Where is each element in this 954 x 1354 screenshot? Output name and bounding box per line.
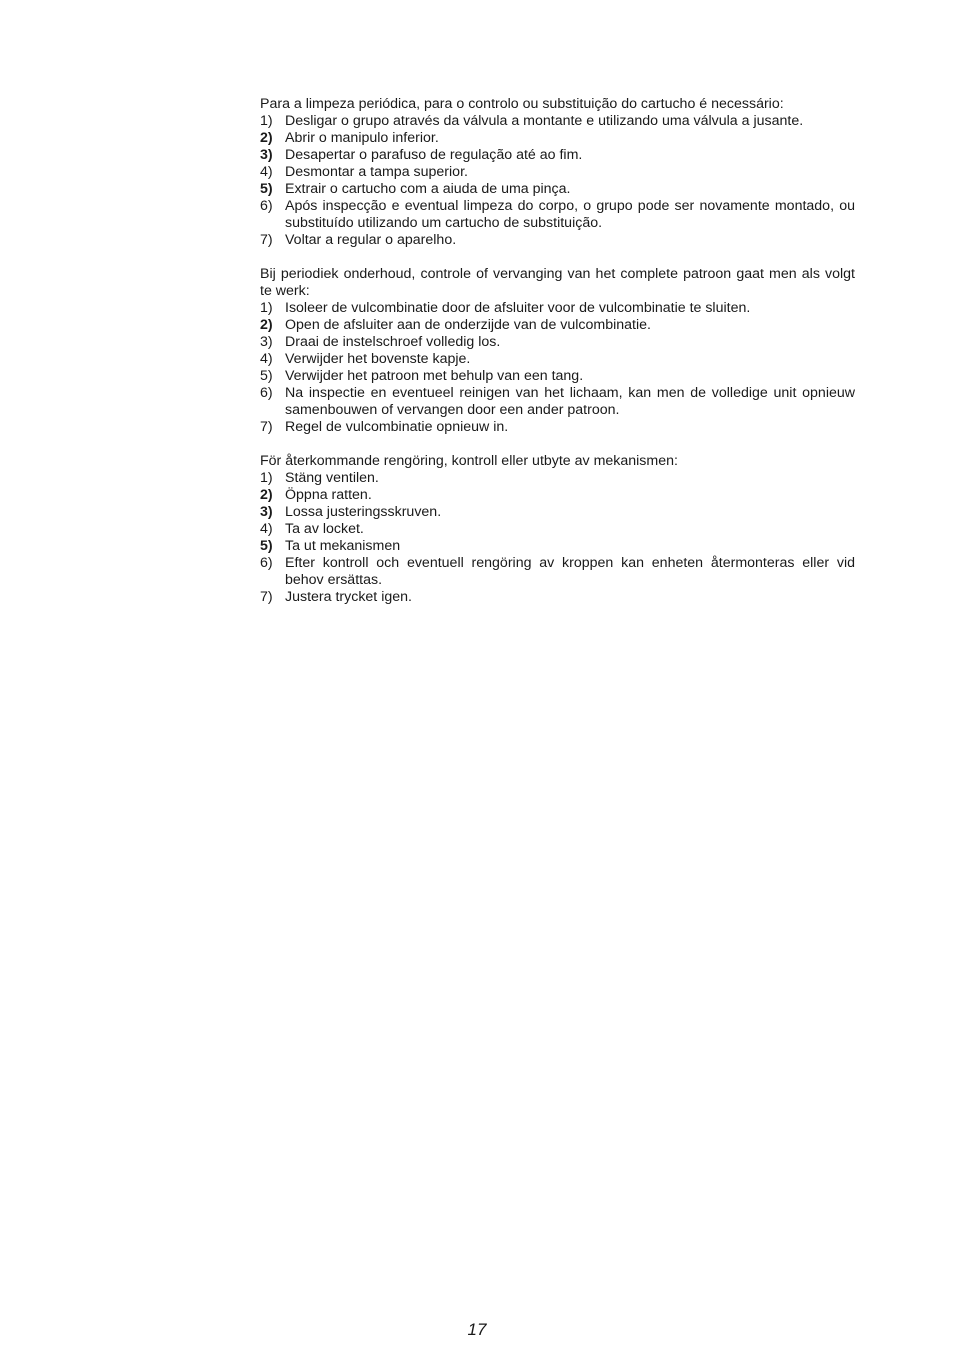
list-item <box>260 419 855 436</box>
step-list <box>260 113 855 249</box>
page-number: 17 <box>467 1320 487 1339</box>
step-text: Draai de instelschroef volledig los. <box>285 334 501 350</box>
list-item <box>260 351 855 368</box>
step-text: Ta ut mekanismen <box>285 538 401 554</box>
step-number: 7) <box>260 419 273 435</box>
section-intro: Para a limpeza periódica, para o controlo ou substituição do cartucho é necessário: <box>260 96 784 112</box>
step-number: 1) <box>260 113 273 129</box>
step-text: Regel de vulcombinatie opnieuw in. <box>285 419 509 435</box>
list-item <box>260 113 855 130</box>
section-intro: Bij periodiek onderhoud, controle of vervanging van het complete patroon gaat men als volgt te werk: <box>260 266 855 299</box>
step-text: Lossa justeringsskruven. <box>285 504 442 520</box>
step-text: Open de afsluiter aan de onderzijde van de vulcombinatie. <box>285 317 651 333</box>
step-number: 3) <box>260 504 273 520</box>
step-text: Abrir o manipulo inferior. <box>285 130 439 146</box>
step-number: 6) <box>260 555 273 571</box>
step-number: 4) <box>260 521 273 537</box>
list-item <box>260 470 855 487</box>
step-text: Verwijder het bovenste kapje. <box>285 351 471 367</box>
step-text: Justera trycket igen. <box>285 589 412 605</box>
list-item <box>260 181 855 198</box>
list-item <box>260 130 855 147</box>
step-number: 2) <box>260 130 273 146</box>
step-text: Na inspectie en eventueel reinigen van het lichaam, kan men de volledige unit opnieuw samenbouwen of vervangen door een ander patroon. <box>285 385 855 418</box>
section-dutch <box>260 266 855 436</box>
list-item <box>260 368 855 385</box>
step-number: 4) <box>260 164 273 180</box>
step-text: Isoleer de vulcombinatie door de afsluiter voor de vulcombinatie te sluiten. <box>285 300 751 316</box>
section-portuguese <box>260 96 855 249</box>
list-item <box>260 504 855 521</box>
list-item <box>260 334 855 351</box>
list-item <box>260 385 855 419</box>
step-number: 1) <box>260 300 273 316</box>
step-number: 3) <box>260 147 273 163</box>
step-number: 5) <box>260 368 273 384</box>
list-item <box>260 147 855 164</box>
list-item <box>260 198 855 232</box>
step-number: 5) <box>260 181 273 197</box>
list-item <box>260 300 855 317</box>
step-text: Voltar a regular o aparelho. <box>285 232 457 248</box>
step-number: 7) <box>260 589 273 605</box>
step-text: Ta av locket. <box>285 521 364 537</box>
section-swedish <box>260 453 855 606</box>
step-text: Stäng ventilen. <box>285 470 379 486</box>
step-list <box>260 470 855 606</box>
step-number: 2) <box>260 487 273 503</box>
manual-text-body <box>260 96 855 623</box>
step-list <box>260 300 855 436</box>
step-number: 1) <box>260 470 273 486</box>
step-number: 6) <box>260 385 273 401</box>
step-text: Efter kontroll och eventuell rengöring av kroppen kan enheten återmonteras eller vid behov ersättas. <box>285 555 855 588</box>
step-number: 4) <box>260 351 273 367</box>
step-number: 6) <box>260 198 273 214</box>
step-text: Desmontar a tampa superior. <box>285 164 468 180</box>
list-item <box>260 232 855 249</box>
section-intro: För återkommande rengöring, kontroll eller utbyte av mekanismen: <box>260 453 678 469</box>
list-item <box>260 164 855 181</box>
step-number: 7) <box>260 232 273 248</box>
list-item <box>260 487 855 504</box>
step-number: 3) <box>260 334 273 350</box>
step-text: Verwijder het patroon met behulp van een tang. <box>285 368 584 384</box>
step-number: 5) <box>260 538 273 554</box>
list-item <box>260 521 855 538</box>
list-item <box>260 538 855 555</box>
list-item <box>260 555 855 589</box>
step-number: 2) <box>260 317 273 333</box>
step-text: Após inspecção e eventual limpeza do corpo, o grupo pode ser novamente montado, ou substituído utilizando um cartucho de substituição. <box>285 198 855 231</box>
step-text: Extrair o cartucho com a aiuda de uma pinça. <box>285 181 571 197</box>
step-text: Öppna ratten. <box>285 487 372 503</box>
step-text: Desapertar o parafuso de regulação até ao fim. <box>285 147 583 163</box>
step-text: Desligar o grupo através da válvula a montante e utilizando uma válvula a jusante. <box>285 113 804 129</box>
list-item <box>260 589 855 606</box>
list-item <box>260 317 855 334</box>
